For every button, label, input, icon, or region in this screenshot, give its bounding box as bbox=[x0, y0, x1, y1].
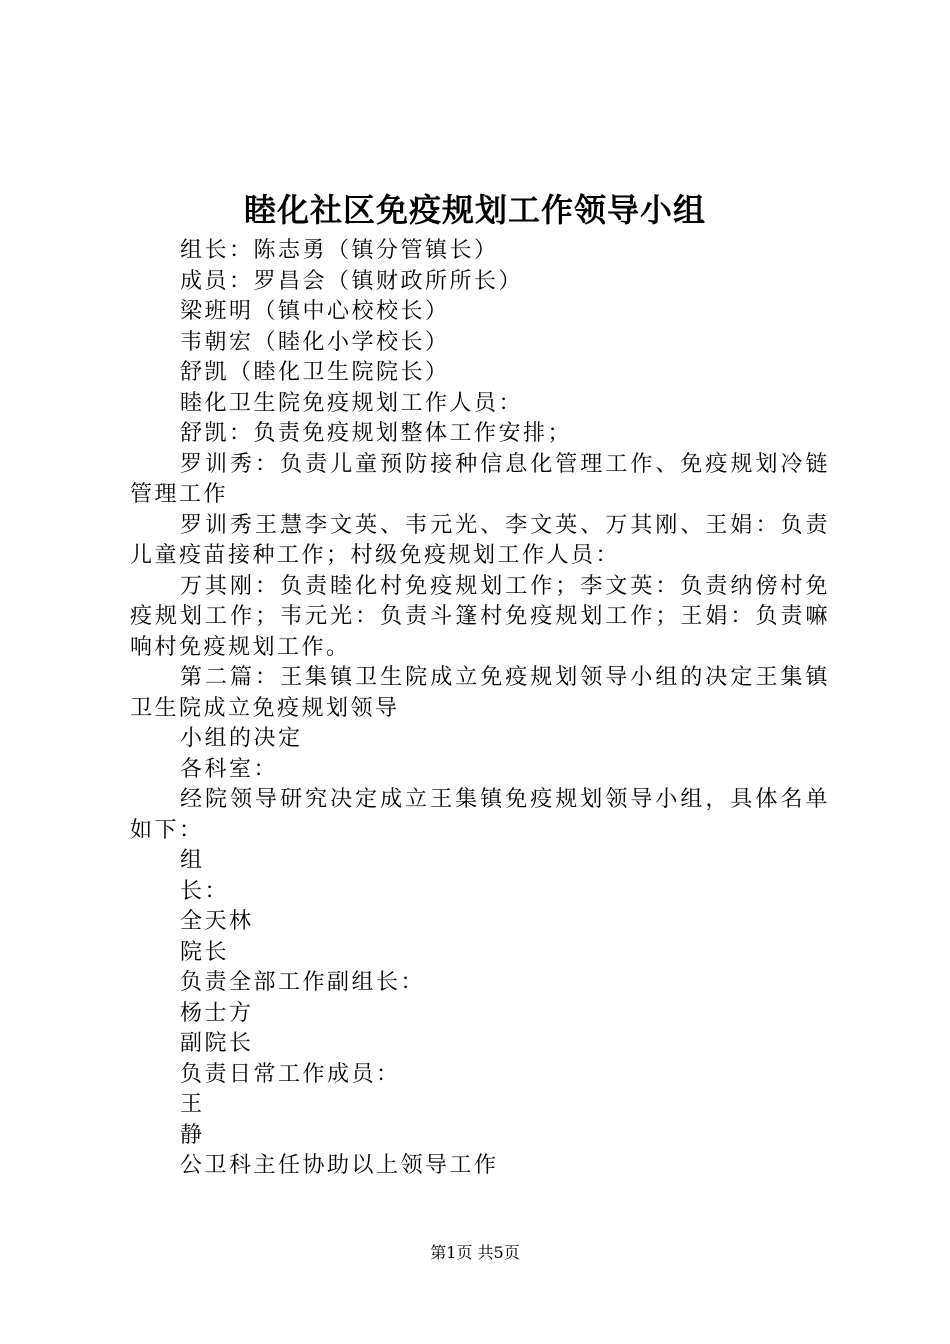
paragraph: 成员：罗昌会（镇财政所所长） bbox=[180, 268, 524, 294]
paragraph: 罗训秀：负责儿童预防接种信息化管理工作、免疫规划冷链管理工作 bbox=[130, 451, 830, 507]
paragraph: 王 bbox=[180, 1092, 205, 1117]
paragraph: 杨士方 bbox=[180, 1000, 254, 1026]
paragraph: 舒凯：负责免疫规划整体工作安排； bbox=[180, 421, 573, 446]
paragraph: 韦朝宏（睦化小学校长） bbox=[180, 329, 450, 355]
paragraph: 静 bbox=[180, 1122, 205, 1148]
paragraph: 公卫科主任协助以上领导工作 bbox=[180, 1153, 499, 1178]
paragraph: 万其刚：负责睦化村免疫规划工作；李文英：负责纳傍村免疫规划工作；韦元光：负责斗篷村免疫规划工作；王娟：负责嘛响村免疫规划工作。 bbox=[130, 573, 830, 660]
paragraph: 小组的决定 bbox=[180, 726, 303, 751]
paragraph: 副院长 bbox=[180, 1031, 254, 1056]
paragraph: 经院领导研究决定成立王集镇免疫规划领导小组，具体名单如下： bbox=[130, 787, 830, 843]
paragraph: 组 bbox=[180, 848, 205, 873]
paragraph: 组长：陈志勇（镇分管镇长） bbox=[180, 238, 499, 263]
paragraph: 舒凯（睦化卫生院院长） bbox=[180, 360, 450, 385]
document-title: 睦化社区免疫规划工作领导小组 bbox=[243, 191, 706, 229]
paragraph: 长： bbox=[180, 878, 230, 904]
document-body bbox=[130, 236, 830, 1182]
paragraph: 负责日常工作成员： bbox=[180, 1061, 401, 1087]
paragraph: 罗训秀王慧李文英、韦元光、李文英、万其刚、王娟：负责儿童疫苗接种工作；村级免疫规划工作人员： bbox=[130, 512, 830, 568]
paragraph: 全天林 bbox=[180, 909, 254, 934]
paragraph: 各科室： bbox=[180, 756, 279, 782]
paragraph: 梁班明（镇中心校校长） bbox=[180, 299, 450, 324]
paragraph: 负责全部工作副组长： bbox=[180, 970, 426, 995]
paragraph: 第二篇：王集镇卫生院成立免疫规划领导小组的决定王集镇卫生院成立免疫规划领导 bbox=[130, 665, 830, 721]
paragraph: 院长 bbox=[180, 939, 230, 965]
paragraph: 睦化卫生院免疫规划工作人员： bbox=[180, 390, 524, 416]
page-footer: 第1页 共5页 bbox=[430, 1243, 520, 1262]
